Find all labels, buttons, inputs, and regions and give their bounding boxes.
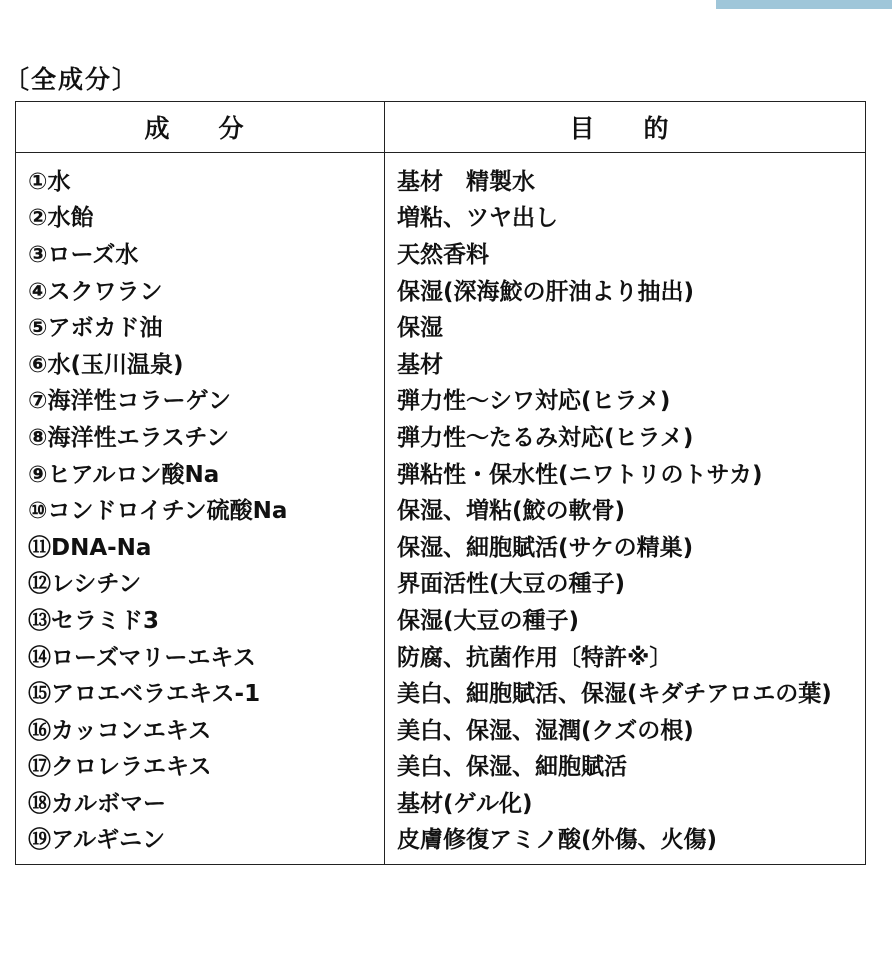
purpose-cell: 弾粘性・保水性(ニワトリのトサカ) xyxy=(385,454,866,491)
table-row xyxy=(16,344,866,381)
purpose-cell: 基材(ゲル化) xyxy=(385,783,866,820)
table-row xyxy=(16,417,866,454)
table-row xyxy=(16,710,866,747)
purpose-cell: 基材 精製水 xyxy=(385,153,866,198)
table-row xyxy=(16,820,866,865)
table-row xyxy=(16,637,866,674)
table-row xyxy=(16,600,866,637)
purpose-cell: 基材 xyxy=(385,344,866,381)
table-row xyxy=(16,198,866,235)
ingredient-cell: ⑨ヒアルロン酸Na xyxy=(16,454,385,491)
ingredient-cell: ⑭ローズマリーエキス xyxy=(16,637,385,674)
ingredient-cell: ⑯カッコンエキス xyxy=(16,710,385,747)
table-row xyxy=(16,783,866,820)
ingredient-cell: ⑪DNA-Na xyxy=(16,527,385,564)
purpose-cell: 弾力性～シワ対応(ヒラメ) xyxy=(385,381,866,418)
ingredient-cell: ⑧海洋性エラスチン xyxy=(16,417,385,454)
header-ingredient: 成 分 xyxy=(16,102,385,153)
table-row xyxy=(16,490,866,527)
ingredient-cell: ⑤アボカド油 xyxy=(16,307,385,344)
section-title: 〔全成分〕 xyxy=(4,65,140,94)
corner-accent-bar xyxy=(716,0,892,9)
purpose-cell: 弾力性～たるみ対応(ヒラメ) xyxy=(385,417,866,454)
purpose-cell: 保湿(深海鮫の肝油より抽出) xyxy=(385,271,866,308)
table-row xyxy=(16,381,866,418)
table-row xyxy=(16,153,866,198)
ingredient-cell: ⑲アルギニン xyxy=(16,820,385,865)
header-purpose: 目 的 xyxy=(385,102,866,153)
purpose-cell: 保湿 xyxy=(385,307,866,344)
ingredient-cell: ⑥水(玉川温泉) xyxy=(16,344,385,381)
ingredient-cell: ②水飴 xyxy=(16,198,385,235)
table-row xyxy=(16,307,866,344)
ingredient-cell: ⑱カルボマー xyxy=(16,783,385,820)
table-row xyxy=(16,271,866,308)
purpose-cell: 防腐、抗菌作用〔特許※〕 xyxy=(385,637,866,674)
ingredient-cell: ③ローズ水 xyxy=(16,234,385,271)
ingredient-cell: ⑦海洋性コラーゲン xyxy=(16,381,385,418)
purpose-cell: 美白、細胞賦活、保湿(キダチアロエの葉) xyxy=(385,673,866,710)
ingredient-cell: ⑬セラミド3 xyxy=(16,600,385,637)
purpose-cell: 保湿、増粘(鮫の軟骨) xyxy=(385,490,866,527)
table-row xyxy=(16,564,866,601)
purpose-cell: 美白、保湿、湿潤(クズの根) xyxy=(385,710,866,747)
ingredients-table xyxy=(15,101,866,865)
purpose-cell: 保湿、細胞賦活(サケの精巣) xyxy=(385,527,866,564)
ingredient-cell: ⑰クロレラエキス xyxy=(16,747,385,784)
table-row xyxy=(16,454,866,491)
table-row xyxy=(16,673,866,710)
purpose-cell: 界面活性(大豆の種子) xyxy=(385,564,866,601)
table-row xyxy=(16,234,866,271)
ingredient-cell: ⑩コンドロイチン硫酸Na xyxy=(16,490,385,527)
table-row xyxy=(16,747,866,784)
purpose-cell: 美白、保湿、細胞賦活 xyxy=(385,747,866,784)
ingredient-cell: ④スクワラン xyxy=(16,271,385,308)
table-row xyxy=(16,527,866,564)
table-header-row xyxy=(16,102,866,153)
ingredient-cell: ⑮アロエベラエキス-1 xyxy=(16,673,385,710)
table-body xyxy=(16,153,866,865)
ingredient-cell: ⑫レシチン xyxy=(16,564,385,601)
purpose-cell: 天然香料 xyxy=(385,234,866,271)
purpose-cell: 保湿(大豆の種子) xyxy=(385,600,866,637)
purpose-cell: 皮膚修復アミノ酸(外傷、火傷) xyxy=(385,820,866,865)
purpose-cell: 増粘、ツヤ出し xyxy=(385,198,866,235)
ingredient-cell: ①水 xyxy=(16,153,385,198)
